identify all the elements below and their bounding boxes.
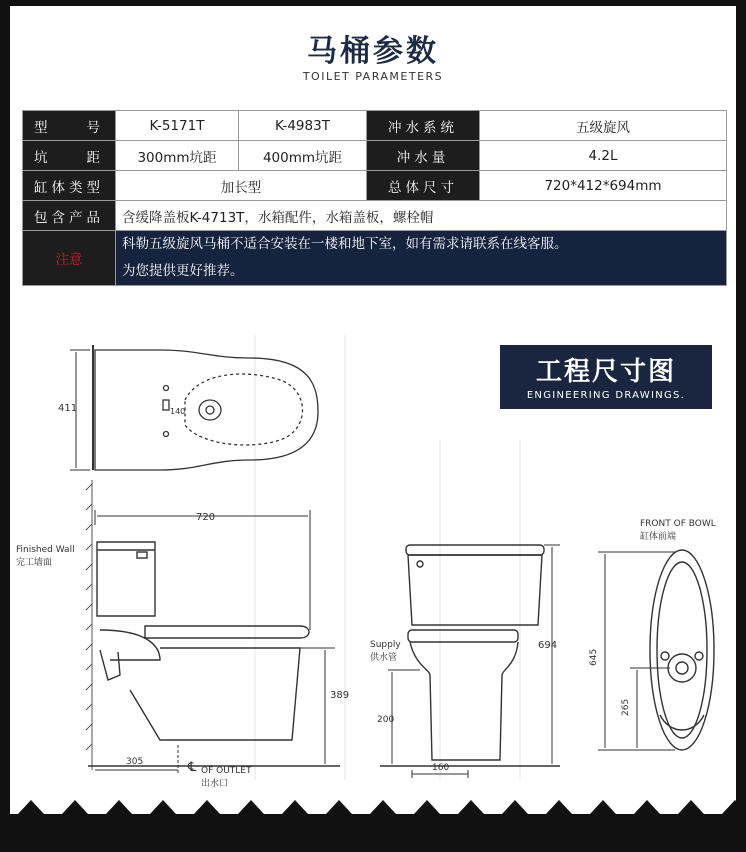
outlet-cn: 出水口 <box>201 779 229 789</box>
dim-389: 389 <box>330 690 350 701</box>
front-bowl-en: FRONT OF BOWL <box>640 519 716 529</box>
finished-wall-en: Finished Wall <box>16 545 75 555</box>
model-value-2: K-4983T <box>239 111 367 141</box>
dim-389-line <box>300 648 335 764</box>
engineering-drawing <box>0 330 746 800</box>
bottom-sawtooth-border <box>0 800 746 852</box>
table-row <box>23 141 727 171</box>
wall-hatch <box>86 480 92 770</box>
outlet-en: OF OUTLET <box>201 766 252 776</box>
dim-411: 411 <box>58 403 78 414</box>
notice-label: 注意 <box>23 231 116 286</box>
flush-volume-label: 冲水量 <box>367 141 480 171</box>
dim-265: 265 <box>621 698 631 716</box>
dim-645: 645 <box>589 648 599 666</box>
flush-volume-value: 4.2L <box>480 141 727 171</box>
parameters-table <box>22 110 727 286</box>
dim-200: 200 <box>377 715 395 725</box>
top-view <box>93 345 318 470</box>
engineering-subtitle: ENGINEERING DRAWINGS. <box>526 390 686 401</box>
table-row <box>23 201 727 231</box>
notice-line-2: 为您提供更好推荐。 <box>122 263 244 279</box>
page-title: 马桶参数 <box>307 34 439 69</box>
dim-305: 305 <box>126 757 144 767</box>
bottom-view <box>650 550 714 750</box>
dimensions-value: 720*412*694mm <box>480 171 727 201</box>
dim-694: 694 <box>538 640 558 651</box>
flush-system-label: 冲水系统 <box>367 111 480 141</box>
dim-265-line <box>630 668 670 748</box>
rough-in-label: 坑 距 <box>23 141 116 171</box>
includes-label: 包含产品 <box>23 201 116 231</box>
dim-720: 720 <box>196 512 216 523</box>
dim-694-line <box>544 545 560 764</box>
model-label: 型 号 <box>23 111 116 141</box>
dim-160: 160 <box>432 763 450 773</box>
bowl-type-value: 加长型 <box>116 171 367 201</box>
centerline-symbol: ℄ <box>188 760 197 775</box>
page-subtitle: TOILET PARAMETERS <box>302 70 444 83</box>
front-view <box>406 545 544 760</box>
table-row <box>23 111 727 141</box>
notice-line-1: 科勒五级旋风马桶不适合安装在一楼和地下室，如有需求请联系在线客服。 <box>122 236 568 252</box>
dim-720-line <box>95 510 310 630</box>
dimensions-label: 总体尺寸 <box>367 171 480 201</box>
rough-in-value-1: 300mm坑距 <box>116 141 239 171</box>
bowl-type-label: 缸体类型 <box>23 171 116 201</box>
rough-in-value-2: 400mm坑距 <box>239 141 367 171</box>
includes-value: 含缓降盖板K-4713T，水箱配件，水箱盖板，螺栓帽 <box>116 201 727 231</box>
table-row <box>23 171 727 201</box>
model-value-1: K-5171T <box>116 111 239 141</box>
frame-top <box>0 0 746 6</box>
finished-wall-cn: 完工墙面 <box>16 558 53 568</box>
supply-en: Supply <box>370 640 401 650</box>
engineering-title: 工程尺寸图 <box>535 357 676 387</box>
dim-140: 140 <box>170 407 186 416</box>
side-view <box>97 542 309 740</box>
notice-text <box>116 231 727 286</box>
flush-system-value: 五级旋风 <box>480 111 727 141</box>
table-row <box>23 231 727 286</box>
supply-cn: 供水管 <box>370 653 398 663</box>
front-bowl-cn: 缸体前端 <box>640 532 677 542</box>
